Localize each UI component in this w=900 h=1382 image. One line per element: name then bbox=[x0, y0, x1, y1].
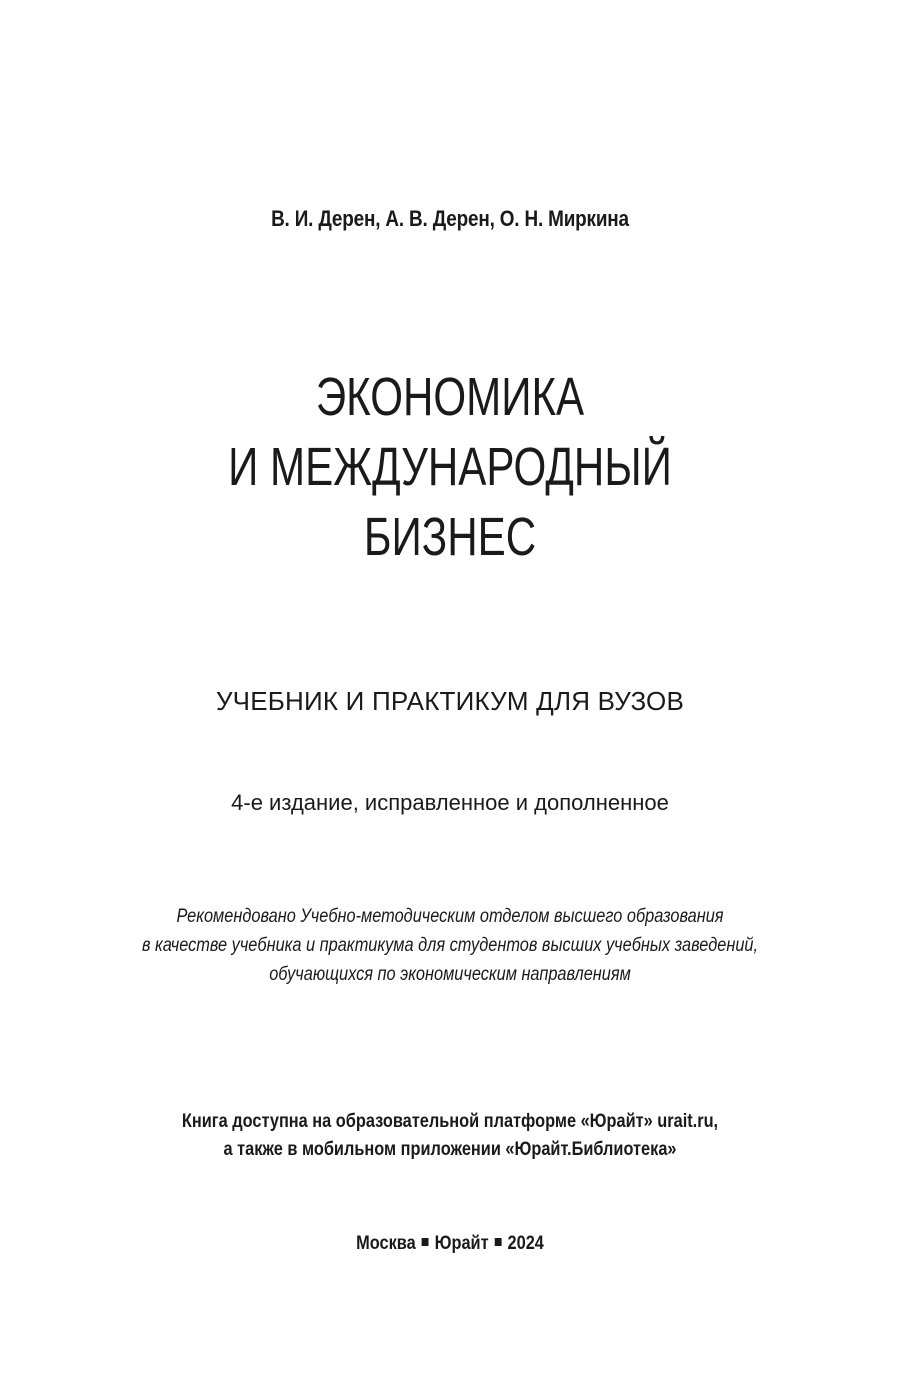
book-title-line-1: ЭКОНОМИКА bbox=[315, 367, 585, 427]
edition-note: 4-е издание, исправленное и дополненное bbox=[231, 790, 669, 815]
book-title-line-2: И МЕЖДУНАРОДНЫЙ bbox=[228, 437, 672, 497]
platform-line-2: а также в мобильном приложении «Юрайт.Библиотека» bbox=[223, 1139, 677, 1160]
imprint bbox=[63, 1233, 837, 1255]
book-title-line-3: БИЗНЕС bbox=[363, 507, 537, 567]
recommendation-line-3: обучающихся по экономическим направлениям bbox=[269, 964, 631, 985]
separator-square-icon bbox=[495, 1238, 502, 1246]
authors: В. И. Дерен, А. В. Дерен, О. Н. Миркина bbox=[271, 206, 629, 231]
book-title bbox=[99, 362, 801, 572]
imprint-city: Москва bbox=[356, 1233, 416, 1254]
platform-line-1: Книга доступна на образовательной платформе «Юрайт» urait.ru, bbox=[181, 1111, 719, 1132]
imprint-publisher: Юрайт bbox=[434, 1233, 489, 1254]
separator-square-icon bbox=[422, 1238, 429, 1246]
platform-note bbox=[63, 1108, 837, 1164]
book-subtitle: УЧЕБНИК И ПРАКТИКУМ ДЛЯ ВУЗОВ bbox=[215, 686, 685, 716]
recommendation-note bbox=[63, 902, 837, 989]
imprint-year: 2024 bbox=[507, 1233, 544, 1254]
recommendation-line-2: в качестве учебника и практикума для студентов высших учебных заведений, bbox=[141, 935, 759, 956]
recommendation-line-1: Рекомендовано Учебно-методическим отделом высшего образования bbox=[176, 906, 724, 927]
